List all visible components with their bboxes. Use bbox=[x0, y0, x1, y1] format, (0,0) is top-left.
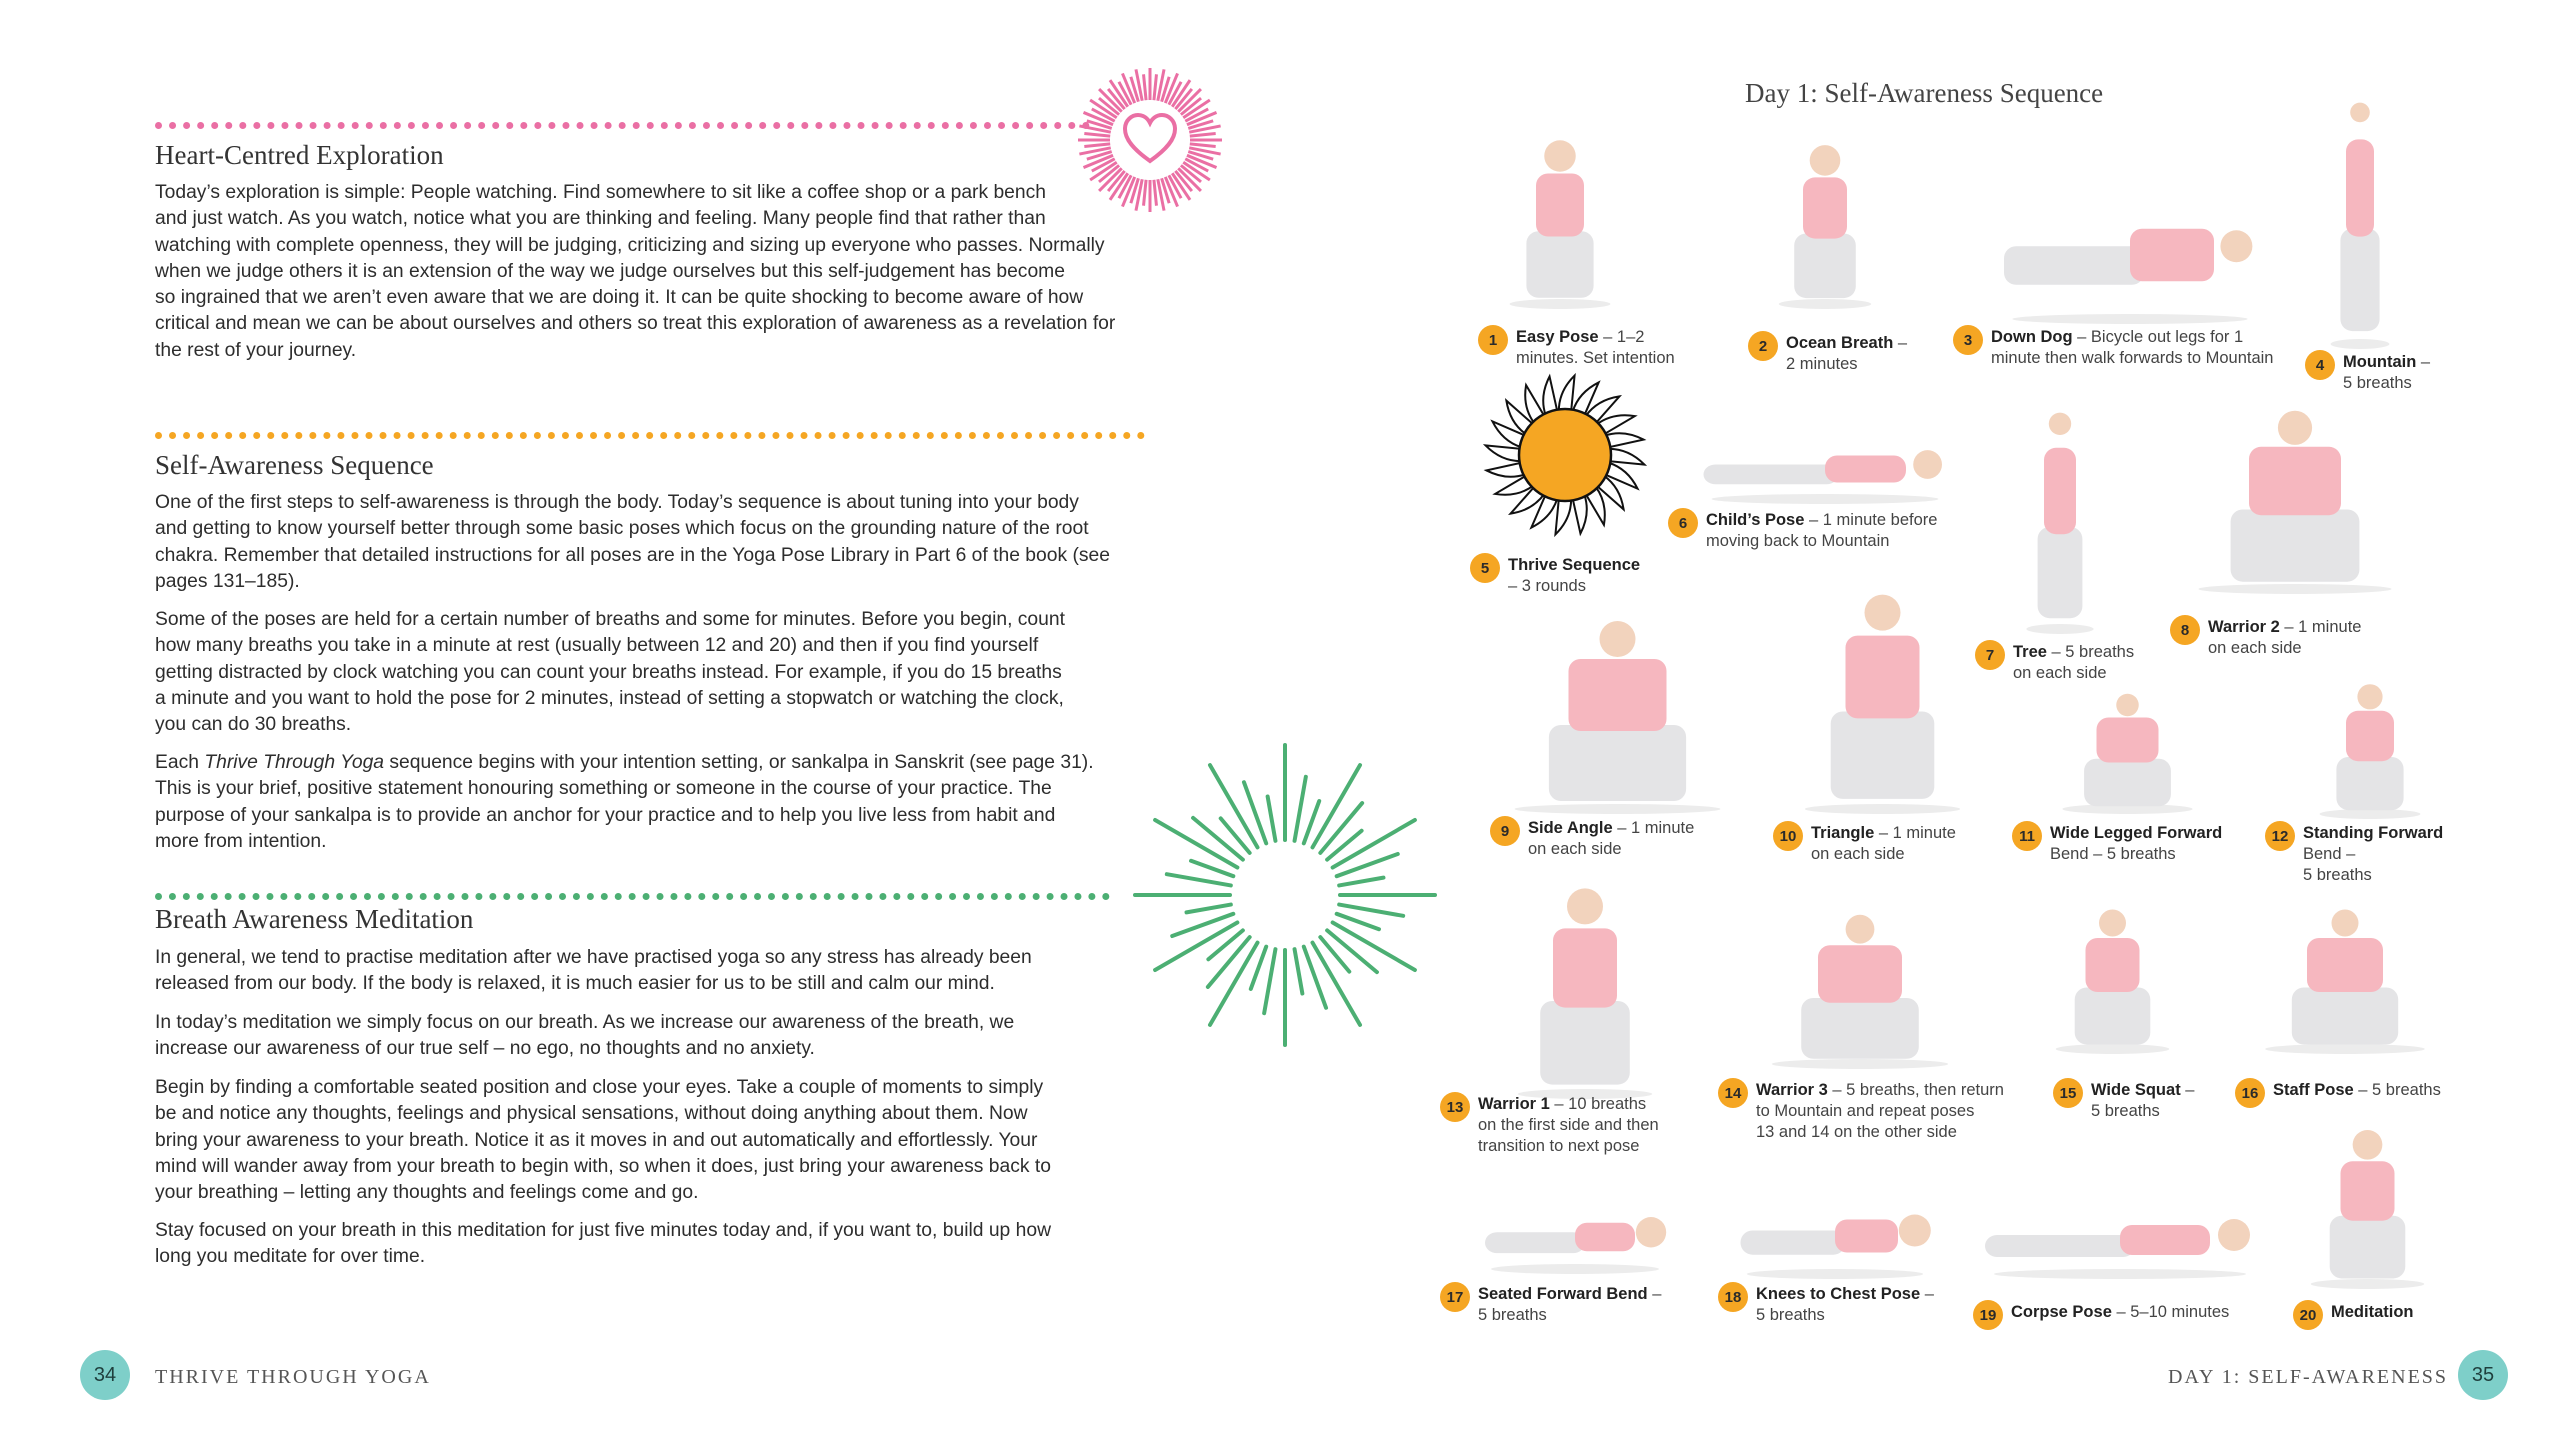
text-line: so ingrained that we aren’t even aware that we are doing it. It can be quite shocking to become aware of how bbox=[155, 287, 1084, 309]
pose-label-19 bbox=[1973, 1302, 2229, 1330]
pose-name-line bbox=[2208, 617, 2361, 638]
pose-name: Side Angle bbox=[1528, 819, 1613, 837]
pose-label-2 bbox=[1748, 333, 1907, 375]
text-line: you can do 30 breaths. bbox=[155, 714, 352, 736]
pose-figure-10 bbox=[1790, 585, 1975, 815]
pose-figure-7 bbox=[2020, 395, 2100, 635]
pose-name: Easy Pose bbox=[1516, 328, 1599, 346]
pose-number-badge: 2 bbox=[1748, 331, 1778, 361]
pose-number-badge: 9 bbox=[1490, 816, 1520, 846]
text-line: when we judge others it is an extension of the way we judge ourselves but this self-judgement has become bbox=[155, 260, 1065, 282]
pose-label-4 bbox=[2305, 352, 2430, 394]
pink-dotted-rule bbox=[155, 122, 1090, 129]
pose-name-line bbox=[2013, 642, 2134, 663]
pose-detail: – bbox=[1893, 334, 1908, 352]
text-line: chakra. Remember that detailed instructions for all poses are in the Yoga Pose Library in Part 6 of the book (see bbox=[155, 544, 1110, 566]
pose-detail-line: 5 breaths bbox=[1756, 1306, 1825, 1324]
pose-name: Warrior 3 bbox=[1756, 1081, 1828, 1099]
pose-name-line bbox=[1706, 510, 1937, 531]
pose-figure-6 bbox=[1690, 415, 1960, 505]
text-line: Begin by finding a comfortable seated position and close your eyes. Take a couple of moments to simply bbox=[155, 1077, 1044, 1098]
pose-description bbox=[2208, 617, 2361, 659]
pose-description bbox=[1756, 1080, 2004, 1143]
pose-label-11 bbox=[2012, 823, 2222, 865]
pose-description bbox=[1706, 510, 1937, 552]
green-starburst-icon bbox=[1125, 735, 1445, 1055]
pose-figure-17 bbox=[1475, 1180, 1675, 1275]
pose-description bbox=[1478, 1284, 1661, 1326]
pose-name-line bbox=[1811, 823, 1956, 844]
pose-label-17 bbox=[1440, 1284, 1661, 1326]
pose-detail: – bbox=[2416, 353, 2431, 371]
pose-label-3 bbox=[1953, 327, 2273, 369]
pose-detail-line: – 3 rounds bbox=[1508, 577, 1586, 595]
pose-name: Wide Legged Forward bbox=[2050, 824, 2223, 842]
pose-number-badge: 7 bbox=[1975, 640, 2005, 670]
text-line: Today’s exploration is simple: People watching. Find somewhere to sit like a coffee shop or a park bench bbox=[155, 182, 1046, 203]
sequence-title: Day 1: Self-Awareness Sequence bbox=[1745, 78, 2104, 108]
pose-detail-line: on the first side and then bbox=[1478, 1116, 1659, 1134]
pose-detail-line: on each side bbox=[1811, 845, 1905, 863]
pose-name-line bbox=[2091, 1080, 2194, 1101]
pose-detail: – Bicycle out legs for 1 bbox=[2072, 328, 2244, 346]
pose-number-badge: 5 bbox=[1470, 553, 1500, 583]
pose-description bbox=[1991, 327, 2273, 369]
pose-number-badge: 3 bbox=[1953, 325, 1983, 355]
pose-number-badge: 15 bbox=[2053, 1078, 2083, 1108]
pose-description bbox=[1811, 823, 1956, 865]
pose-figure-15 bbox=[2045, 905, 2180, 1055]
pose-number-badge: 1 bbox=[1478, 325, 1508, 355]
pose-label-10 bbox=[1773, 823, 1956, 865]
pose-name-line bbox=[2303, 823, 2443, 844]
pose-name: Thrive Sequence bbox=[1508, 556, 1641, 574]
heading-self-awareness-sequence: Self-Awareness Sequence bbox=[155, 450, 434, 480]
pose-description bbox=[2050, 823, 2222, 865]
paragraph-breath-4 bbox=[155, 1218, 1155, 1271]
pose-label-16 bbox=[2235, 1080, 2441, 1108]
pose-description bbox=[2303, 823, 2443, 886]
pose-figure-19 bbox=[1970, 1180, 2270, 1280]
pose-description bbox=[1756, 1284, 1934, 1326]
text-line: purpose of your sankalpa is to provide an anchor for your practice and to help you live less from habit and bbox=[155, 804, 1056, 826]
heading-breath-awareness: Breath Awareness Meditation bbox=[155, 904, 474, 934]
pose-name-line bbox=[1508, 555, 1640, 576]
text-line: released from our body. If the body is relaxed, it is much easier for us to be still and calm our mind. bbox=[155, 973, 995, 995]
pose-detail-line: on each side bbox=[2208, 639, 2302, 657]
text-line: critical and mean we can be about ourselves and others so treat this exploration of awareness as a revelation for bbox=[155, 313, 1116, 335]
pose-detail-line: Bend – 5 breaths bbox=[2050, 845, 2176, 863]
text-line: increase our awareness of our true self – no ego, no thoughts and no anxiety. bbox=[155, 1038, 815, 1060]
pose-description bbox=[1786, 333, 1907, 375]
pose-name-line bbox=[1756, 1080, 2004, 1101]
orange-dotted-rule bbox=[155, 432, 1145, 439]
paragraph-self-awareness-1 bbox=[155, 490, 1155, 595]
page-number-left: 34 bbox=[80, 1350, 130, 1400]
pose-detail-line: 5 breaths bbox=[2343, 374, 2412, 392]
pose-detail: – 1 minute bbox=[2279, 618, 2362, 636]
text-line: In today’s meditation we simply focus on our breath. As we increase our awareness of the breath, we bbox=[155, 1012, 1015, 1033]
pose-name: Triangle bbox=[1811, 824, 1875, 842]
text-line: One of the first steps to self-awareness is through the body. Today’s sequence is about tuning into your body bbox=[155, 492, 1079, 513]
pose-name-line bbox=[1528, 818, 1694, 839]
pose-detail-line: minutes. Set intention bbox=[1516, 349, 1675, 367]
pose-description bbox=[1478, 1094, 1659, 1157]
pose-name: Warrior 1 bbox=[1478, 1095, 1550, 1113]
text-line: how many breaths you take in a minute at rest (usually between 12 and 20) and then if you find yourself bbox=[155, 635, 1039, 657]
pose-figure-11 bbox=[2050, 690, 2205, 815]
pose-name: Down Dog bbox=[1991, 328, 2073, 346]
pose-name: Ocean Breath bbox=[1786, 334, 1894, 352]
pose-figure-3 bbox=[1990, 150, 2270, 325]
pose-name: Wide Squat bbox=[2091, 1081, 2181, 1099]
pose-figure-8 bbox=[2180, 405, 2410, 595]
pose-number-badge: 11 bbox=[2012, 821, 2042, 851]
pose-name-line bbox=[2331, 1302, 2414, 1323]
pose-figure-4 bbox=[2325, 80, 2395, 350]
pose-figure-12 bbox=[2310, 680, 2430, 820]
pose-label-5 bbox=[1470, 555, 1640, 597]
pose-name-line bbox=[2011, 1302, 2229, 1323]
paragraph-heart-centred bbox=[155, 180, 1155, 364]
text-line: Some of the poses are held for a certain number of breaths and some for minutes. Before you begin, count bbox=[155, 609, 1065, 630]
pose-description bbox=[1528, 818, 1694, 860]
pose-number-badge: 18 bbox=[1718, 1282, 1748, 1312]
pose-number-badge: 19 bbox=[1973, 1300, 2003, 1330]
pose-name-line bbox=[1478, 1094, 1659, 1115]
pose-figure-18 bbox=[1730, 1170, 1940, 1280]
text-line: and just watch. As you watch, notice what you are thinking and feeling. Many people find that rather than bbox=[155, 208, 1046, 230]
paragraph-self-awareness-2 bbox=[155, 607, 1155, 738]
text-line: In general, we tend to practise meditation after we have practised yoga so any stress has already been bbox=[155, 947, 1032, 968]
pose-name: Meditation bbox=[2331, 1303, 2414, 1321]
pose-detail: – 5 breaths, then return bbox=[1827, 1081, 2004, 1099]
pose-label-6 bbox=[1668, 510, 1937, 552]
paragraph-breath-3 bbox=[155, 1075, 1155, 1206]
pose-name: Seated Forward Bend bbox=[1478, 1285, 1648, 1303]
pose-number-badge: 14 bbox=[1718, 1078, 1748, 1108]
pose-label-20 bbox=[2293, 1302, 2414, 1330]
pose-detail: – 5–10 minutes bbox=[2111, 1303, 2230, 1321]
pose-detail-line: 5 breaths bbox=[2303, 866, 2372, 884]
pose-detail-line: 5 breaths bbox=[1478, 1306, 1547, 1324]
pose-label-13 bbox=[1440, 1094, 1659, 1157]
text-line: getting distracted by clock watching you can count your breaths instead. For example, if you do 15 breaths bbox=[155, 661, 1062, 683]
pose-label-7 bbox=[1975, 642, 2134, 684]
pose-name-line bbox=[2273, 1080, 2441, 1101]
text-line: pages 131–185). bbox=[155, 570, 300, 592]
pose-label-9 bbox=[1490, 818, 1694, 860]
pose-name-line bbox=[2050, 823, 2222, 844]
pose-detail: – 1 minute bbox=[1874, 824, 1956, 842]
pose-detail: – 5 breaths bbox=[2046, 643, 2135, 661]
pose-figure-20 bbox=[2300, 1125, 2435, 1290]
text-line: be and notice any thoughts, feelings and physical sensations, without doing anything about them. Now bbox=[155, 1103, 1028, 1125]
pose-detail-line: on each side bbox=[2013, 664, 2107, 682]
pose-label-15 bbox=[2053, 1080, 2194, 1122]
pose-name-line bbox=[2343, 352, 2430, 373]
text-line: long you meditate for over time. bbox=[155, 1246, 426, 1268]
text-line: bring your awareness to your breath. Notice it as it moves in and out automatically and effortlessly. Your bbox=[155, 1129, 1038, 1151]
pose-name-line bbox=[1786, 333, 1907, 354]
pose-figure-9 bbox=[1495, 615, 1740, 815]
pose-number-badge: 8 bbox=[2170, 615, 2200, 645]
pose-description bbox=[2091, 1080, 2194, 1122]
running-head-right: DAY 1: SELF-AWARENESS bbox=[2168, 1366, 2449, 1388]
text-line: your breathing – letting any thoughts and feelings come and go. bbox=[155, 1182, 699, 1204]
green-dotted-rule bbox=[155, 893, 1110, 900]
sun-icon bbox=[1480, 370, 1650, 540]
pose-name: Mountain bbox=[2343, 353, 2417, 371]
pose-detail-line: moving back to Mountain bbox=[1706, 532, 1890, 550]
pose-name: Corpse Pose bbox=[2011, 1303, 2112, 1321]
text-line: watching with complete openness, they will be judging, criticizing and sizing up everyone who passes. Normally bbox=[155, 234, 1105, 256]
pose-label-8 bbox=[2170, 617, 2361, 659]
text-line: mind will wander away from your breath to begin with, so when it does, just bring your awareness back to bbox=[155, 1155, 1051, 1177]
pose-name: Child’s Pose bbox=[1706, 511, 1805, 529]
book-title-italic: Thrive Through Yoga bbox=[204, 752, 385, 773]
text-line: This is your brief, positive statement honouring something or someone in the course of your practice. The bbox=[155, 778, 1052, 800]
pose-detail-line: 5 breaths bbox=[2091, 1102, 2160, 1120]
pose-description bbox=[2013, 642, 2134, 684]
pose-name: Knees to Chest Pose bbox=[1756, 1285, 1921, 1303]
pose-name-line bbox=[1478, 1284, 1661, 1305]
pose-number-badge: 6 bbox=[1668, 508, 1698, 538]
pose-figure-1 bbox=[1500, 135, 1620, 310]
pose-number-badge: 12 bbox=[2265, 821, 2295, 851]
pose-detail-line: 2 minutes bbox=[1786, 355, 1858, 373]
pose-name: Standing Forward bbox=[2303, 824, 2444, 842]
para3-pre: Each bbox=[155, 752, 205, 773]
paragraph-breath-2 bbox=[155, 1010, 1155, 1063]
pose-description bbox=[2273, 1080, 2441, 1101]
pose-number-badge: 16 bbox=[2235, 1078, 2265, 1108]
running-head-left: THRIVE THROUGH YOGA bbox=[155, 1366, 431, 1388]
pose-description bbox=[1516, 327, 1675, 369]
pose-detail: – bbox=[1920, 1285, 1934, 1303]
pose-figure-14 bbox=[1755, 910, 1965, 1070]
pose-description bbox=[2011, 1302, 2229, 1323]
text-line: the rest of your journey. bbox=[155, 339, 357, 361]
pose-detail-line: to Mountain and repeat poses bbox=[1756, 1102, 1975, 1120]
pose-name-line bbox=[1756, 1284, 1934, 1305]
pose-label-14 bbox=[1718, 1080, 2004, 1143]
pose-number-badge: 4 bbox=[2305, 350, 2335, 380]
pose-detail: – 1 minute bbox=[1612, 819, 1695, 837]
pose-detail: – bbox=[1647, 1285, 1662, 1303]
pose-figure-2 bbox=[1770, 140, 1880, 310]
page-number-right: 35 bbox=[2458, 1350, 2508, 1400]
pose-detail: – 1 minute before bbox=[1804, 511, 1938, 529]
pose-label-1 bbox=[1478, 327, 1675, 369]
pose-number-badge: 13 bbox=[1440, 1092, 1470, 1122]
text-line: Stay focused on your breath in this meditation for just five minutes today and, if you want to, build up how bbox=[155, 1220, 1052, 1241]
pose-detail-line: minute then walk forwards to Mountain bbox=[1991, 349, 2274, 367]
pose-figure-16 bbox=[2250, 905, 2440, 1055]
pose-detail-line: 13 and 14 on the other side bbox=[1756, 1123, 1957, 1141]
pose-detail: – bbox=[2180, 1081, 2195, 1099]
pose-figure-13 bbox=[1505, 880, 1665, 1100]
paragraph-breath-1 bbox=[155, 945, 1155, 998]
pose-name-line bbox=[1516, 327, 1675, 348]
pose-label-18 bbox=[1718, 1284, 1934, 1326]
text-line: and getting to know yourself better through some basic poses which focus on the grounding nature of the root bbox=[155, 518, 1089, 540]
pose-detail-line: Bend – bbox=[2303, 845, 2356, 863]
pose-name-line bbox=[1991, 327, 2273, 348]
pose-detail-line: transition to next pose bbox=[1478, 1137, 1640, 1155]
pose-name: Tree bbox=[2013, 643, 2047, 661]
paragraph-self-awareness-3 bbox=[155, 750, 1155, 855]
text-line: more from intention. bbox=[155, 830, 327, 852]
pose-name: Warrior 2 bbox=[2208, 618, 2280, 636]
pose-detail: – 5 breaths bbox=[2353, 1081, 2441, 1099]
pose-detail: – 1–2 bbox=[1598, 328, 1645, 346]
pose-description bbox=[1508, 555, 1640, 597]
para3-post: sequence begins with your intention setting, or sankalpa in Sanskrit (see page 31). bbox=[384, 752, 1094, 773]
pose-description bbox=[2331, 1302, 2414, 1323]
pose-label-12 bbox=[2265, 823, 2443, 886]
text-line: a minute and you want to hold the pose for 2 minutes, instead of setting a stopwatch or watching the clock, bbox=[155, 687, 1064, 709]
pose-number-badge: 20 bbox=[2293, 1300, 2323, 1330]
pose-detail: – 10 breaths bbox=[1549, 1095, 1647, 1113]
pose-number-badge: 10 bbox=[1773, 821, 1803, 851]
pose-number-badge: 17 bbox=[1440, 1282, 1470, 1312]
pose-name: Staff Pose bbox=[2273, 1081, 2354, 1099]
pose-description bbox=[2343, 352, 2430, 394]
pose-detail-line: on each side bbox=[1528, 840, 1622, 858]
heading-heart-centred: Heart-Centred Exploration bbox=[155, 140, 444, 170]
